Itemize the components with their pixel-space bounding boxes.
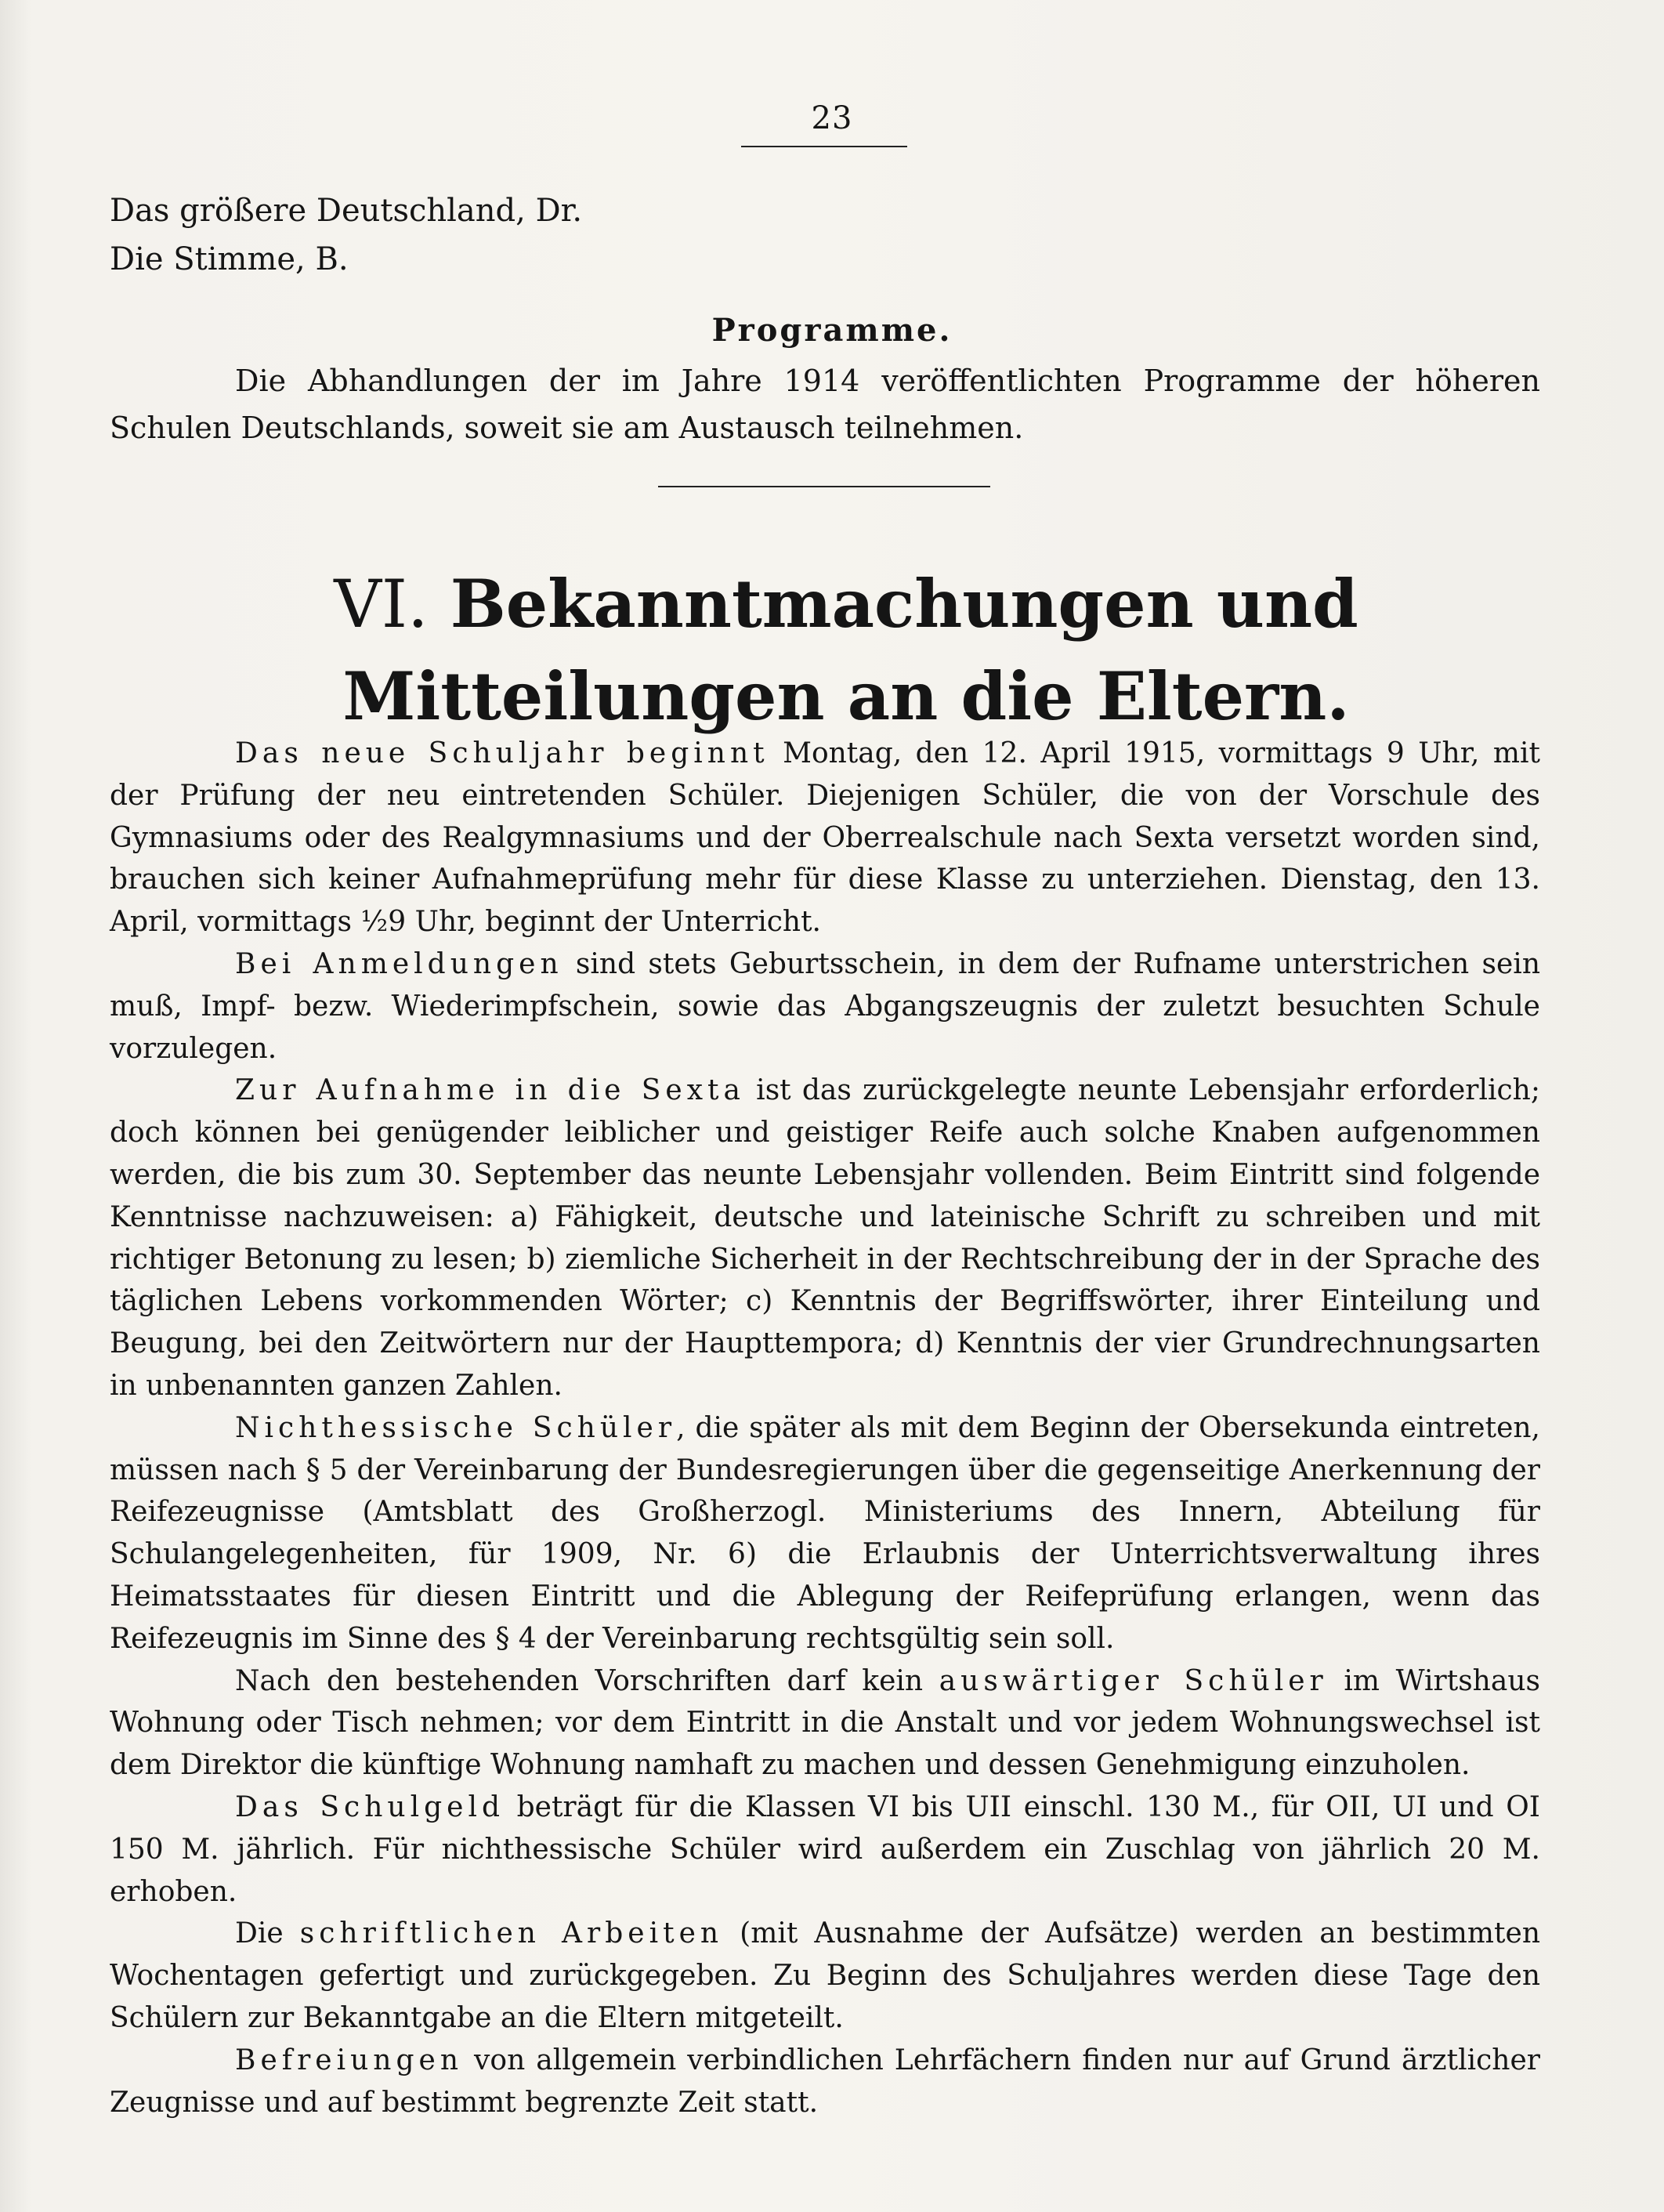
paragraph-text: im Wirtshaus Wohnung oder Tisch nehmen; vor dem Eintritt in die Anstalt und vor jedem Wohnungswechsel ist dem Direktor die künftige Wohnung namhaft zu machen und dessen Genehmigung einzuholen.	[110, 1664, 1540, 1782]
section-divider	[658, 486, 990, 487]
paragraph-text: Montag, den 12. April 1915, vormittags 9 Uhr, mit der Prüfung der neu eintretenden Schüler. Diejenigen Schüler, die von der Vorschule des Gymnasiums oder des Realgymnasiums und der Oberrealschule nach Sexta versetzt worden sind, brauchen sich keiner Aufnahmeprüfung mehr für diese Klasse zu unterziehen. Dienstag, den 13. April, vormittags ½9 Uhr, beginnt der Unterricht.	[110, 737, 1540, 939]
paragraph-text: sind stets Geburtsschein, in dem der Rufname unterstrichen sein muß, Impf- bezw. Wiederimpfschein, sowie das Abgangszeugnis der zuletzt besuchten Schule vorzulegen.	[110, 947, 1540, 1065]
spaced-phrase: Das Schulgeld	[235, 1790, 505, 1823]
paragraph	[110, 943, 1540, 1070]
paragraph-lead: Die	[235, 1917, 300, 1950]
section-title: Bekanntmachungen und Mitteilungen an die Eltern.	[342, 565, 1358, 735]
book-list-item: Das größere Deutschland, Dr.	[110, 193, 583, 229]
spaced-phrase: auswärtiger Schüler	[939, 1664, 1328, 1697]
spaced-phrase: Das neue Schuljahr beginnt	[235, 737, 769, 769]
paragraph	[110, 1407, 1540, 1660]
spaced-phrase: Bei Anmeldungen	[235, 947, 563, 980]
spaced-phrase: Befreiungen	[235, 2044, 464, 2076]
paragraph	[110, 733, 1540, 943]
spaced-phrase: schriftlichen Arbeiten	[299, 1917, 724, 1950]
spaced-phrase: Zur Aufnahme in die Sexta	[235, 1074, 745, 1107]
section-numeral: VI.	[334, 566, 429, 643]
paragraph-text: beträgt für die Klassen VI bis UII einschl. 130 M., für OII, UI und OI 150 M. jährlich. Für nichthessische Schüler wird außerdem ein Zuschlag von jährlich 20 M. erhoben.	[110, 1790, 1540, 1908]
paragraph-text: , die später als mit dem Beginn der Obersekunda eintreten, müssen nach § 5 der Vereinbarung der Bundesregierungen über die gegenseitige Anerkennung der Reifezeugnisse (Amtsblatt des Großherzogl. Ministeriums des Innern, Abteilung für Schulangelegenheiten, für 1909, Nr. 6) die Erlaubnis der Unterrichtsverwaltung ihres Heimatsstaates für diesen Eintritt und die Ablegung der Reifeprüfung erlangen, wenn das Reifezeugnis im Sinne des § 4 der Vereinbarung rechtsgültig sein soll.	[110, 1411, 1540, 1655]
book-list	[110, 186, 582, 284]
paragraph	[110, 1070, 1540, 1406]
book-list-item: Die Stimme, B.	[110, 241, 349, 277]
paragraph	[110, 1787, 1540, 1913]
programme-text: Die Abhandlungen der im Jahre 1914 veröffentlichten Programme der höheren Schulen Deutschlands, soweit sie am Austausch teilnehmen.	[110, 364, 1540, 445]
paragraph-text: (mit Ausnahme der Aufsätze) werden an bestimmten Wochentagen gefertigt und zurückgegeben. Zu Beginn des Schuljahres werden diese Tage den Schülern zur Bekanntgabe an die Eltern mitgeteilt.	[110, 1917, 1541, 2034]
page-number: 23	[811, 100, 853, 136]
paragraph-lead: Nach den bestehenden Vorschriften darf kein	[235, 1664, 939, 1697]
section-heading	[141, 558, 1551, 743]
header-rule	[741, 146, 907, 147]
paragraph-text: ist das zurückgelegte neunte Lebensjahr erforderlich; doch können bei genügender leiblicher und geistiger Reife auch solche Knaben aufgenommen werden, die bis zum 30. September das neunte Lebensjahr vollenden. Beim Eintritt sind folgende Kenntnisse nachzuweisen: a) Fähigkeit, deutsche und lateinische Schrift zu schreiben und mit richtiger Betonung zu lesen; b) ziemliche Sicherheit in der Rechtschreibung der in der Sprache des täglichen Lebens vorkommenden Wörter; c) Kenntnis der Begriffswörter, ihrer Einteilung und Beugung, bei den Zeitwörtern nur der Haupttempora; d) Kenntnis der vier Grundrechnungsarten in unbenannten ganzen Zahlen.	[110, 1074, 1540, 1402]
body-text	[110, 733, 1540, 2123]
paragraph-text: von allgemein verbindlichen Lehrfächern finden nur auf Grund ärztlicher Zeugnisse und auf bestimmt begrenzte Zeit statt.	[110, 2044, 1540, 2119]
paragraph	[110, 2040, 1540, 2124]
paragraph	[110, 1660, 1540, 1787]
programme-heading: Programme.	[711, 312, 953, 349]
spaced-phrase: Nichthessische Schüler	[235, 1411, 677, 1444]
paragraph	[110, 1913, 1540, 2039]
